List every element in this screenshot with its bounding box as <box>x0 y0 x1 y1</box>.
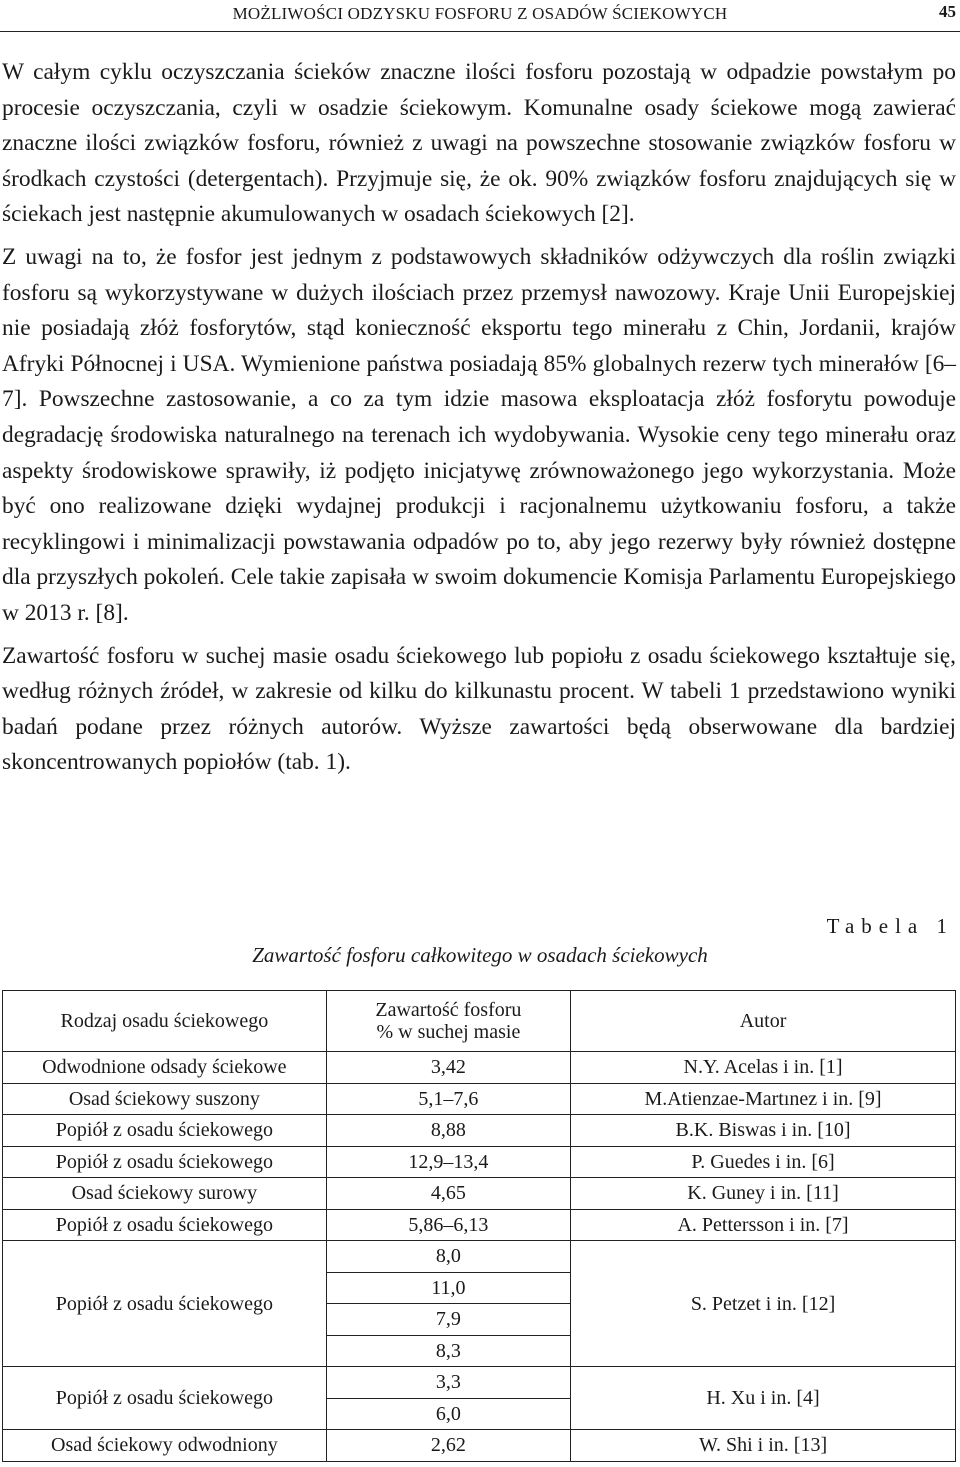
table-row <box>3 1083 956 1115</box>
cell-author: K. Guney i in. [11] <box>571 1178 956 1210</box>
table-row <box>3 1209 956 1241</box>
phosphorus-table <box>2 990 956 1462</box>
table-caption: Zawartość fosforu całkowitego w osadach ściekowych <box>252 943 708 967</box>
table-row <box>3 1178 956 1210</box>
cell-type: Popiół z osadu ściekowego <box>3 1367 327 1430</box>
running-title: MOŻLIWOŚCI ODZYSKU FOSFORU Z OSADÓW ŚCIEKOWYCH <box>232 4 728 23</box>
paragraph: Zawartość fosforu w suchej masie osadu ściekowego lub popiołu z osadu ściekowego kształtuje się, według różnych źródeł, w zakresie od kilku do kilkunastu procent. W tabeli 1 przedstawiono wyniki badań podane przez różnych autorów. Wyższe zawartości będą obserwowane dla bardziej skoncentrowanych popiołów (tab. 1). <box>2 642 956 776</box>
cell-author: S. Petzet i in. [12] <box>571 1241 956 1367</box>
page-header <box>0 0 960 32</box>
header-content-line2: % w suchej masie <box>376 1021 521 1043</box>
paragraph: Z uwagi na to, że fosfor jest jednym z podstawowych składników odżywczych dla roślin związki fosforu są wykorzystywane w dużych ilościach przez przemysł nawozowy. Kraje Unii Europejskiej nie posiadają złóż fosforytów, stąd konieczność eksportu tego minerału z Chin, Jordanii, krajów Afryki Północnej i USA. Wymienione państwa posiadają 85% globalnych rezerw tych minerałów [6–7]. Powszechne zastosowanie, a co za tym idzie masowa eksploatacja złóż fosforytu powoduje degradację środowiska naturalnego na terenach ich wydobywania. Wysokie ceny tego minerału oraz aspekty środowiskowe sprawiły, iż podjęto inicjatywę zrównoważonego jego wykorzystania. Może być ono realizowane dzięki wydajnej produkcji i racjonalnemu użytkowaniu fosforu, a także recyklingowi i minimalizacji powstawania odpadów po to, aby jego rezerwy były również dostępne dla przyszłych pokoleń. Cele takie zapisała w swoim dokumencie Komisja Parlamentu Europejskiego w 2013 r. [8]. <box>2 243 956 626</box>
table-row <box>3 1052 956 1084</box>
table-row <box>3 1115 956 1147</box>
table-row <box>3 1367 956 1399</box>
cell-type: Popiół z osadu ściekowego <box>3 1115 327 1147</box>
cell-author: N.Y. Acelas i in. [1] <box>571 1052 956 1084</box>
table-label: Tabela 1 <box>826 914 954 938</box>
table-row <box>3 1241 956 1273</box>
header-content <box>326 991 570 1052</box>
cell-value: 6,0 <box>326 1398 570 1430</box>
cell-author: W. Shi i in. [13] <box>571 1430 956 1462</box>
cell-type: Osad ściekowy suszony <box>3 1083 327 1115</box>
cell-author: H. Xu i in. [4] <box>571 1367 956 1430</box>
table-row <box>3 1146 956 1178</box>
cell-author: B.K. Biswas i in. [10] <box>571 1115 956 1147</box>
cell-value: 12,9–13,4 <box>326 1146 570 1178</box>
cell-value: 4,65 <box>326 1178 570 1210</box>
cell-value: 3,42 <box>326 1052 570 1084</box>
table-row <box>3 1430 956 1462</box>
paragraph: W całym cyklu oczyszczania ścieków znaczne ilości fosforu pozostają w odpadzie powstałym po procesie oczyszczania, czyli w osadzie ściekowym. Komunalne osady ściekowe mogą zawierać znaczne ilości związków fosforu, również z uwagi na powszechne stosowanie związków fosforu w środkach czystości (detergentach). Przyjmuje się, że ok. 90% związków fosforu znajdujących się w ściekach jest następnie akumulowanych w osadach ściekowych [2]. <box>2 59 956 228</box>
cell-type: Popiół z osadu ściekowego <box>3 1209 327 1241</box>
cell-type: Popiół z osadu ściekowego <box>3 1241 327 1367</box>
page-number: 45 <box>939 2 956 21</box>
cell-type: Popiół z osadu ściekowego <box>3 1146 327 1178</box>
cell-type: Osad ściekowy odwodniony <box>3 1430 327 1462</box>
cell-value: 3,3 <box>326 1367 570 1399</box>
cell-value: 8,88 <box>326 1115 570 1147</box>
cell-value: 7,9 <box>326 1304 570 1336</box>
cell-value: 2,62 <box>326 1430 570 1462</box>
table-header-row <box>3 991 956 1052</box>
cell-value: 11,0 <box>326 1272 570 1304</box>
cell-value: 5,86–6,13 <box>326 1209 570 1241</box>
header-rule <box>0 31 960 32</box>
cell-type: Osad ściekowy surowy <box>3 1178 327 1210</box>
cell-value: 8,0 <box>326 1241 570 1273</box>
body-text <box>2 55 956 788</box>
header-author: Autor <box>571 991 956 1052</box>
cell-author: P. Guedes i in. [6] <box>571 1146 956 1178</box>
cell-value: 8,3 <box>326 1335 570 1367</box>
cell-value: 5,1–7,6 <box>326 1083 570 1115</box>
cell-type: Odwodnione odsady ściekowe <box>3 1052 327 1084</box>
cell-author: A. Pettersson i in. [7] <box>571 1209 956 1241</box>
header-content-line1: Zawartość fosforu <box>375 999 522 1021</box>
cell-author: M.Atienzae-Martınez i in. [9] <box>571 1083 956 1115</box>
header-type: Rodzaj osadu ściekowego <box>3 991 327 1052</box>
